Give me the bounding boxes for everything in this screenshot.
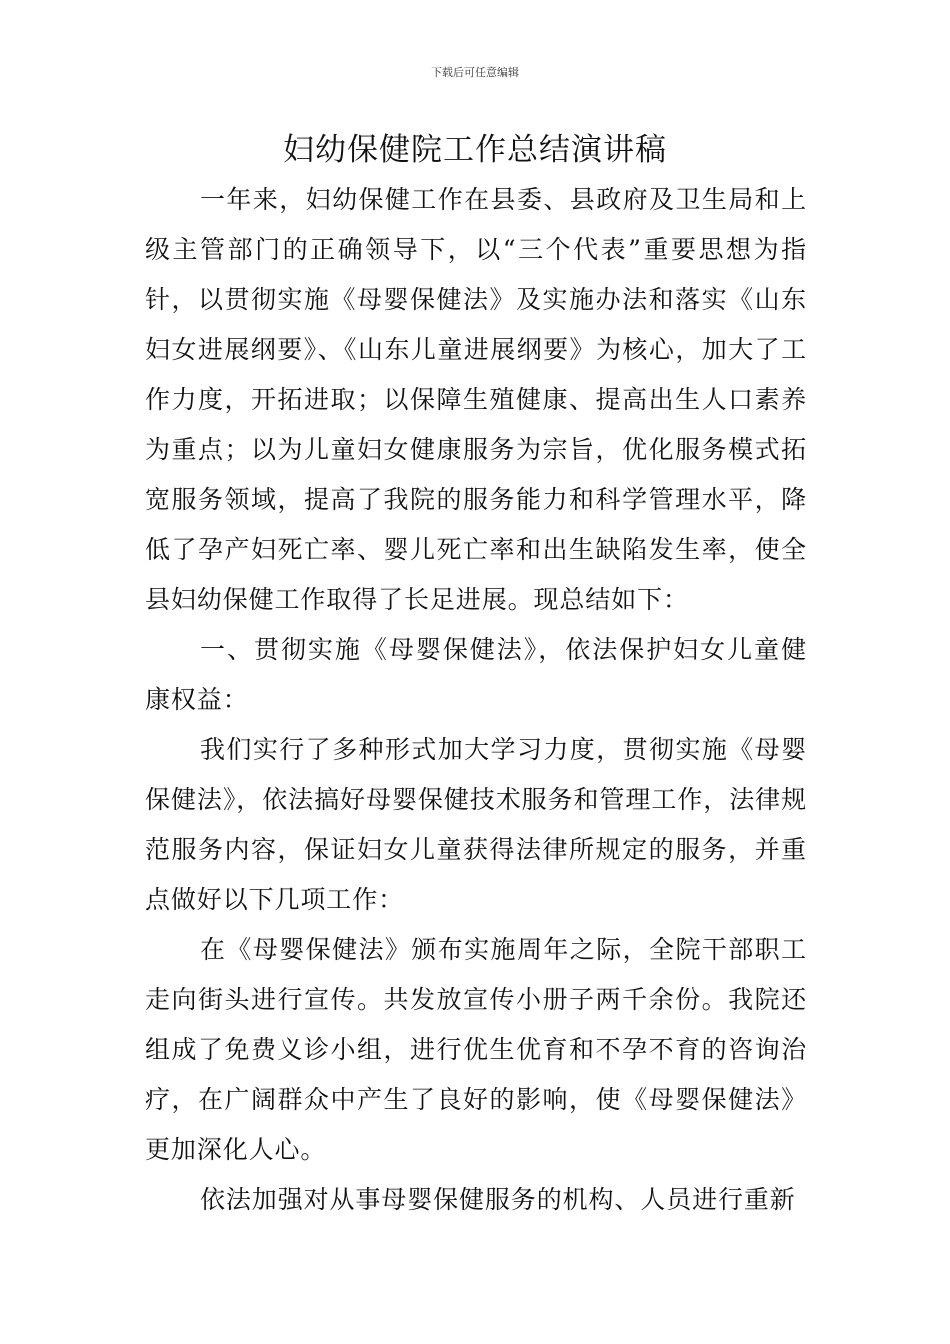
paragraph-anniversary: 在《母婴保健法》颁布实施周年之际，全院干部职工走向街头进行宣传。共发放宣传小册子两千余份。我院还组成了免费义诊小组，进行优生优育和不孕不育的咨询治疗，在广阔群众中产生了良好的影响，使《母婴保健法》更加深化人心。	[145, 935, 807, 1164]
document-title: 妇幼保健院工作总结演讲稿	[283, 132, 667, 168]
paragraph-section-heading: 一、贯彻实施《母婴保健法》，依法保护妇女儿童健康权益：	[145, 635, 807, 714]
paragraph-study: 我们实行了多种形式加大学习力度，贯彻实施《母婴保健法》，依法搞好母婴保健技术服务和管理工作，法律规范服务内容，保证妇女儿童获得法律所规定的服务，并重点做好以下几项工作：	[145, 735, 807, 914]
header-note: 下载后可任意编辑	[431, 66, 519, 79]
document-body	[145, 175, 807, 1225]
paragraph-intro: 一年来，妇幼保健工作在县委、县政府及卫生局和上级主管部门的正确领导下，以“三个代表”重要思想为指针，以贯彻实施《母婴保健法》及实施办法和落实《山东妇女进展纲要》、《山东儿童进展纲要》为核心，加大了工作力度，开拓进取；以保障生殖健康、提高出生人口素养为重点；以为儿童妇女健康服务为宗旨，优化服务模式拓宽服务领域，提高了我院的服务能力和科学管理水平，降低了孕产妇死亡率、婴儿死亡率和出生缺陷发生率，使全县妇幼保健工作取得了长足进展。现总结如下：	[145, 185, 807, 614]
paragraph-institutions: 依法加强对从事母婴保健服务的机构、人员进行重新	[200, 1185, 796, 1214]
